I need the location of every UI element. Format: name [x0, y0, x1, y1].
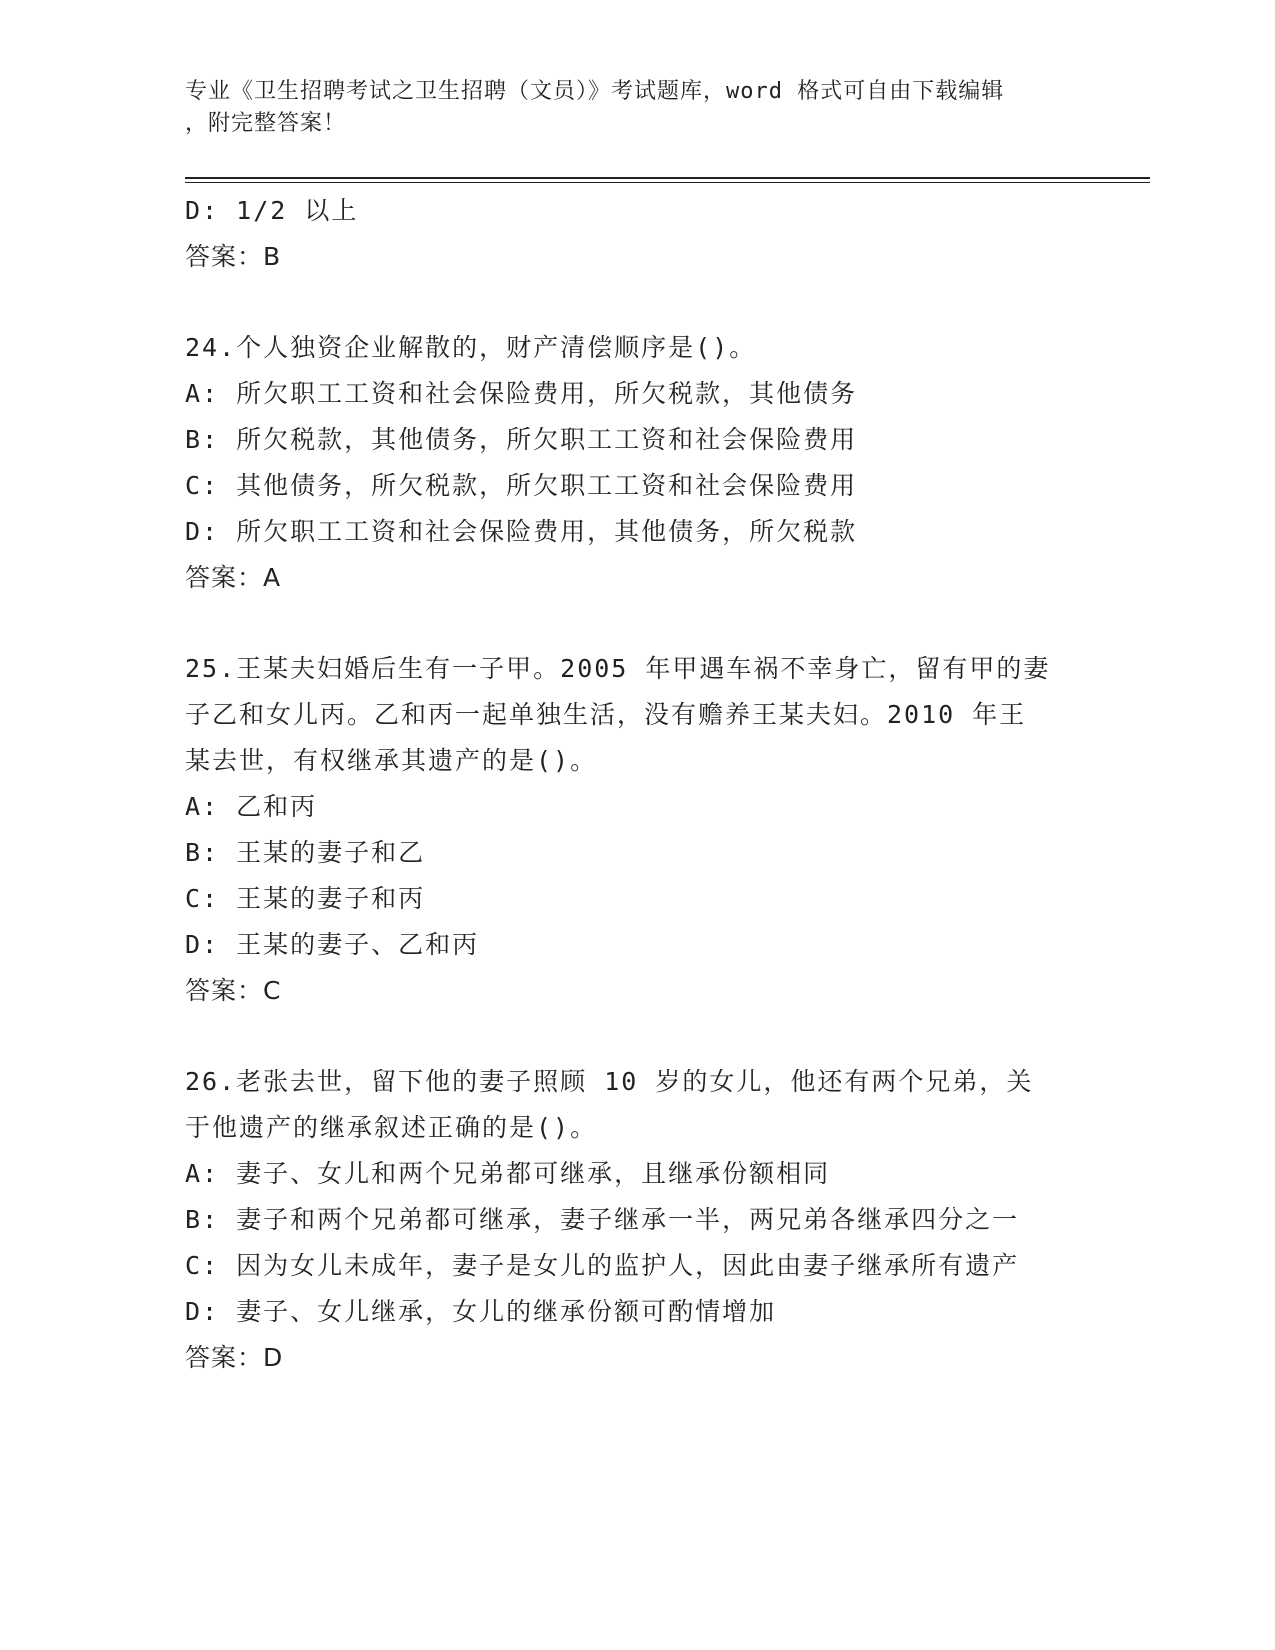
document-body	[185, 188, 1085, 1381]
option-b: B: 所欠税款，其他债务，所欠职工工资和社会保险费用	[185, 425, 858, 454]
option-d: D: 所欠职工工资和社会保险费用，其他债务，所欠税款	[185, 517, 858, 546]
option-b: B: 王某的妻子和乙	[185, 838, 426, 867]
option-c: C: 因为女儿未成年，妻子是女儿的监护人，因此由妻子继承所有遗产	[185, 1251, 1020, 1280]
option-c: C: 其他债务，所欠税款，所欠职工工资和社会保险费用	[185, 471, 858, 500]
option-d: D: 王某的妻子、乙和丙	[185, 930, 480, 959]
header-rule-thin	[185, 182, 1150, 183]
option-a: A: 乙和丙	[185, 792, 318, 821]
prev-question-tail	[185, 188, 1085, 280]
option-b: B: 妻子和两个兄弟都可继承，妻子继承一半，两兄弟各继承四分之一	[185, 1205, 1020, 1234]
header-line-2: ，附完整答案！	[185, 111, 347, 136]
question-text: 子乙和女儿丙。乙和丙一起单独生活，没有赡养王某夫妇。2010 年王	[185, 700, 1027, 729]
spacer	[185, 601, 1085, 646]
answer-line: 答案：C	[185, 976, 282, 1005]
question-24	[185, 325, 1085, 601]
question-text: 于他遗产的继承叙述正确的是()。	[185, 1113, 598, 1142]
spacer	[185, 1014, 1085, 1059]
answer-line: 答案：A	[185, 563, 282, 592]
question-text: 26.老张去世，留下他的妻子照顾 10 岁的女儿，他还有两个兄弟，关	[185, 1067, 1034, 1096]
header-rule-thick	[185, 177, 1150, 179]
header-line-1: 专业《卫生招聘考试之卫生招聘（文员）》考试题库，word 格式可自由下载编辑	[185, 79, 1005, 104]
option-d: D: 1/2 以上	[185, 196, 359, 225]
answer-line: 答案：D	[185, 1343, 284, 1372]
option-a: A: 所欠职工工资和社会保险费用，所欠税款，其他债务	[185, 379, 858, 408]
option-a: A: 妻子、女儿和两个兄弟都可继承，且继承份额相同	[185, 1159, 831, 1188]
question-text: 24.个人独资企业解散的，财产清偿顺序是()。	[185, 333, 757, 362]
question-text: 某去世，有权继承其遗产的是()。	[185, 746, 598, 775]
spacer	[185, 280, 1085, 325]
question-26	[185, 1059, 1085, 1381]
option-c: C: 王某的妻子和丙	[185, 884, 426, 913]
option-d: D: 妻子、女儿继承，女儿的继承份额可酌情增加	[185, 1297, 777, 1326]
document-header	[185, 76, 1065, 140]
question-text: 25.王某夫妇婚后生有一子甲。2005 年甲遇车祸不幸身亡，留有甲的妻	[185, 654, 1051, 683]
question-25	[185, 646, 1085, 1014]
answer-line: 答案：B	[185, 242, 282, 271]
